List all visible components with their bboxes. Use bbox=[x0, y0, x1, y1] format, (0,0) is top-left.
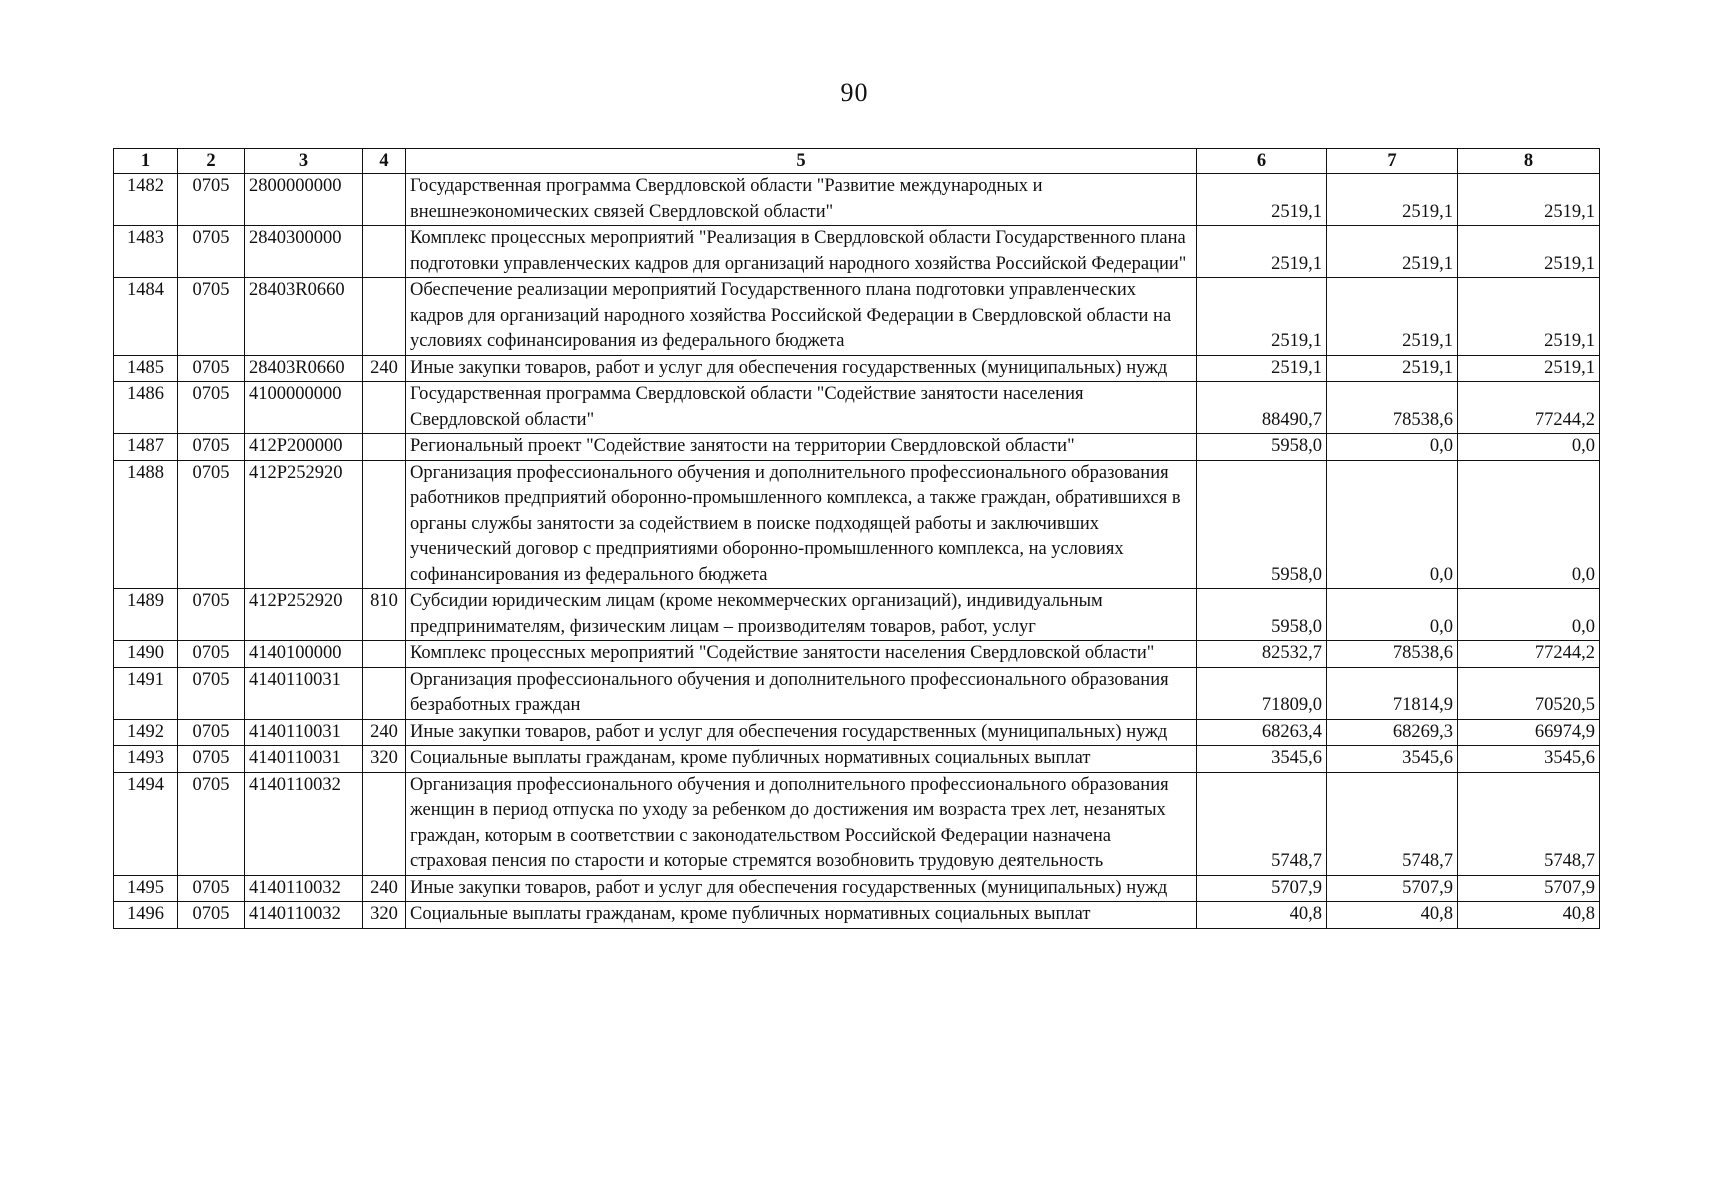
item-name: Организация профессионального обучения и дополнительного профессионального образования безработных граждан bbox=[406, 667, 1197, 719]
value-col-6: 5707,9 bbox=[1197, 875, 1327, 902]
section-code: 0705 bbox=[178, 667, 245, 719]
value-col-7: 40,8 bbox=[1327, 902, 1458, 929]
value-col-6: 2519,1 bbox=[1197, 355, 1327, 382]
table-row bbox=[114, 434, 1600, 461]
value-col-6: 71809,0 bbox=[1197, 667, 1327, 719]
section-code: 0705 bbox=[178, 589, 245, 641]
value-col-7: 71814,9 bbox=[1327, 667, 1458, 719]
row-number: 1483 bbox=[114, 226, 178, 278]
header-col-7: 7 bbox=[1327, 149, 1458, 174]
value-col-7: 0,0 bbox=[1327, 460, 1458, 589]
value-col-6: 5958,0 bbox=[1197, 460, 1327, 589]
expense-type bbox=[363, 278, 406, 356]
expense-type bbox=[363, 174, 406, 226]
row-number: 1482 bbox=[114, 174, 178, 226]
table-row bbox=[114, 174, 1600, 226]
item-name: Организация профессионального обучения и дополнительного профессионального образования работников предприятий оборонно-промышленного комплекса, а также граждан, обратившихся в органы службы занятости за содействием в поиске подходящей работы и заключивших ученический договор с предприятиями оборонно-промышленного комплекса, на условиях софинансирования из федерального бюджета bbox=[406, 460, 1197, 589]
value-col-8: 77244,2 bbox=[1458, 382, 1600, 434]
section-code: 0705 bbox=[178, 174, 245, 226]
value-col-6: 68263,4 bbox=[1197, 719, 1327, 746]
expense-type bbox=[363, 434, 406, 461]
value-col-7: 2519,1 bbox=[1327, 278, 1458, 356]
value-col-8: 3545,6 bbox=[1458, 746, 1600, 773]
expense-type: 240 bbox=[363, 875, 406, 902]
value-col-6: 5958,0 bbox=[1197, 434, 1327, 461]
target-code: 4140110031 bbox=[245, 746, 363, 773]
value-col-8: 2519,1 bbox=[1458, 355, 1600, 382]
row-number: 1489 bbox=[114, 589, 178, 641]
table-row bbox=[114, 772, 1600, 875]
value-col-6: 2519,1 bbox=[1197, 174, 1327, 226]
row-number: 1484 bbox=[114, 278, 178, 356]
value-col-6: 5748,7 bbox=[1197, 772, 1327, 875]
target-code: 4140110032 bbox=[245, 902, 363, 929]
value-col-7: 2519,1 bbox=[1327, 355, 1458, 382]
expense-type bbox=[363, 641, 406, 668]
value-col-7: 0,0 bbox=[1327, 434, 1458, 461]
target-code: 28403R0660 bbox=[245, 278, 363, 356]
value-col-7: 5707,9 bbox=[1327, 875, 1458, 902]
value-col-8: 40,8 bbox=[1458, 902, 1600, 929]
target-code: 412P252920 bbox=[245, 589, 363, 641]
expense-type: 240 bbox=[363, 355, 406, 382]
table-row bbox=[114, 355, 1600, 382]
section-code: 0705 bbox=[178, 746, 245, 773]
target-code: 2840300000 bbox=[245, 226, 363, 278]
target-code: 4140110032 bbox=[245, 772, 363, 875]
header-col-1: 1 bbox=[114, 149, 178, 174]
value-col-8: 2519,1 bbox=[1458, 278, 1600, 356]
item-name: Обеспечение реализации мероприятий Государственного плана подготовки управленческих кадров для организаций народного хозяйства Российской Федерации в Свердловской области на условиях софинансирования из федерального бюджета bbox=[406, 278, 1197, 356]
section-code: 0705 bbox=[178, 460, 245, 589]
header-row bbox=[114, 149, 1600, 174]
value-col-7: 3545,6 bbox=[1327, 746, 1458, 773]
section-code: 0705 bbox=[178, 226, 245, 278]
row-number: 1485 bbox=[114, 355, 178, 382]
item-name: Социальные выплаты гражданам, кроме публичных нормативных социальных выплат bbox=[406, 746, 1197, 773]
value-col-8: 2519,1 bbox=[1458, 174, 1600, 226]
table-row bbox=[114, 641, 1600, 668]
value-col-8: 5707,9 bbox=[1458, 875, 1600, 902]
row-number: 1488 bbox=[114, 460, 178, 589]
target-code: 4140110031 bbox=[245, 719, 363, 746]
target-code: 4140100000 bbox=[245, 641, 363, 668]
target-code: 4100000000 bbox=[245, 382, 363, 434]
table-row bbox=[114, 719, 1600, 746]
item-name: Комплекс процессных мероприятий "Реализация в Свердловской области Государственного плана подготовки управленческих кадров для организаций народного хозяйства Российской Федерации" bbox=[406, 226, 1197, 278]
expense-type: 320 bbox=[363, 902, 406, 929]
value-col-7: 78538,6 bbox=[1327, 641, 1458, 668]
expense-type: 810 bbox=[363, 589, 406, 641]
value-col-7: 5748,7 bbox=[1327, 772, 1458, 875]
header-col-8: 8 bbox=[1458, 149, 1600, 174]
value-col-6: 3545,6 bbox=[1197, 746, 1327, 773]
target-code: 412P252920 bbox=[245, 460, 363, 589]
target-code: 412P200000 bbox=[245, 434, 363, 461]
table-row bbox=[114, 902, 1600, 929]
section-code: 0705 bbox=[178, 719, 245, 746]
table-row bbox=[114, 460, 1600, 589]
section-code: 0705 bbox=[178, 641, 245, 668]
row-number: 1494 bbox=[114, 772, 178, 875]
target-code: 2800000000 bbox=[245, 174, 363, 226]
section-code: 0705 bbox=[178, 902, 245, 929]
row-number: 1490 bbox=[114, 641, 178, 668]
row-number: 1492 bbox=[114, 719, 178, 746]
table-row bbox=[114, 667, 1600, 719]
item-name: Комплекс процессных мероприятий "Содействие занятости населения Свердловской области" bbox=[406, 641, 1197, 668]
value-col-8: 77244,2 bbox=[1458, 641, 1600, 668]
target-code: 4140110031 bbox=[245, 667, 363, 719]
header-col-4: 4 bbox=[363, 149, 406, 174]
value-col-7: 78538,6 bbox=[1327, 382, 1458, 434]
item-name: Иные закупки товаров, работ и услуг для обеспечения государственных (муниципальных) нужд bbox=[406, 355, 1197, 382]
table-row bbox=[114, 746, 1600, 773]
row-number: 1486 bbox=[114, 382, 178, 434]
value-col-6: 82532,7 bbox=[1197, 641, 1327, 668]
section-code: 0705 bbox=[178, 434, 245, 461]
budget-table bbox=[113, 148, 1600, 929]
value-col-8: 0,0 bbox=[1458, 460, 1600, 589]
target-code: 4140110032 bbox=[245, 875, 363, 902]
item-name: Государственная программа Свердловской области "Развитие международных и внешнеэкономических связей Свердловской области" bbox=[406, 174, 1197, 226]
item-name: Государственная программа Свердловской области "Содействие занятости населения Свердловской области" bbox=[406, 382, 1197, 434]
value-col-8: 5748,7 bbox=[1458, 772, 1600, 875]
value-col-7: 0,0 bbox=[1327, 589, 1458, 641]
section-code: 0705 bbox=[178, 875, 245, 902]
expense-type: 240 bbox=[363, 719, 406, 746]
section-code: 0705 bbox=[178, 278, 245, 356]
header-col-2: 2 bbox=[178, 149, 245, 174]
target-code: 28403R0660 bbox=[245, 355, 363, 382]
row-number: 1495 bbox=[114, 875, 178, 902]
table-row bbox=[114, 278, 1600, 356]
page-number: 90 bbox=[840, 78, 869, 107]
row-number: 1491 bbox=[114, 667, 178, 719]
expense-type bbox=[363, 667, 406, 719]
expense-type bbox=[363, 460, 406, 589]
table-row bbox=[114, 589, 1600, 641]
value-col-8: 66974,9 bbox=[1458, 719, 1600, 746]
value-col-7: 68269,3 bbox=[1327, 719, 1458, 746]
item-name: Субсидии юридическим лицам (кроме некоммерческих организаций), индивидуальным предпринимателям, физическим лицам – производителям товаров, работ, услуг bbox=[406, 589, 1197, 641]
item-name: Иные закупки товаров, работ и услуг для обеспечения государственных (муниципальных) нужд bbox=[406, 719, 1197, 746]
table-row bbox=[114, 382, 1600, 434]
value-col-7: 2519,1 bbox=[1327, 174, 1458, 226]
value-col-8: 2519,1 bbox=[1458, 226, 1600, 278]
item-name: Иные закупки товаров, работ и услуг для обеспечения государственных (муниципальных) нужд bbox=[406, 875, 1197, 902]
row-number: 1487 bbox=[114, 434, 178, 461]
header-col-3: 3 bbox=[245, 149, 363, 174]
value-col-6: 2519,1 bbox=[1197, 226, 1327, 278]
value-col-8: 0,0 bbox=[1458, 434, 1600, 461]
value-col-6: 88490,7 bbox=[1197, 382, 1327, 434]
value-col-7: 2519,1 bbox=[1327, 226, 1458, 278]
value-col-6: 5958,0 bbox=[1197, 589, 1327, 641]
row-number: 1493 bbox=[114, 746, 178, 773]
expense-type: 320 bbox=[363, 746, 406, 773]
header-col-6: 6 bbox=[1197, 149, 1327, 174]
expense-type bbox=[363, 382, 406, 434]
expense-type bbox=[363, 226, 406, 278]
value-col-6: 2519,1 bbox=[1197, 278, 1327, 356]
item-name: Организация профессионального обучения и дополнительного профессионального образования женщин в период отпуска по уходу за ребенком до достижения им возраста трех лет, незанятых граждан, которым в соответствии с законодательством Российской Федерации назначена страховая пенсия по старости и которые стремятся возобновить трудовую деятельность bbox=[406, 772, 1197, 875]
expense-type bbox=[363, 772, 406, 875]
header-col-5: 5 bbox=[406, 149, 1197, 174]
value-col-8: 70520,5 bbox=[1458, 667, 1600, 719]
value-col-8: 0,0 bbox=[1458, 589, 1600, 641]
item-name: Социальные выплаты гражданам, кроме публичных нормативных социальных выплат bbox=[406, 902, 1197, 929]
table-row bbox=[114, 875, 1600, 902]
value-col-6: 40,8 bbox=[1197, 902, 1327, 929]
section-code: 0705 bbox=[178, 772, 245, 875]
section-code: 0705 bbox=[178, 382, 245, 434]
row-number: 1496 bbox=[114, 902, 178, 929]
section-code: 0705 bbox=[178, 355, 245, 382]
table-row bbox=[114, 226, 1600, 278]
item-name: Региональный проект "Содействие занятости на территории Свердловской области" bbox=[406, 434, 1197, 461]
